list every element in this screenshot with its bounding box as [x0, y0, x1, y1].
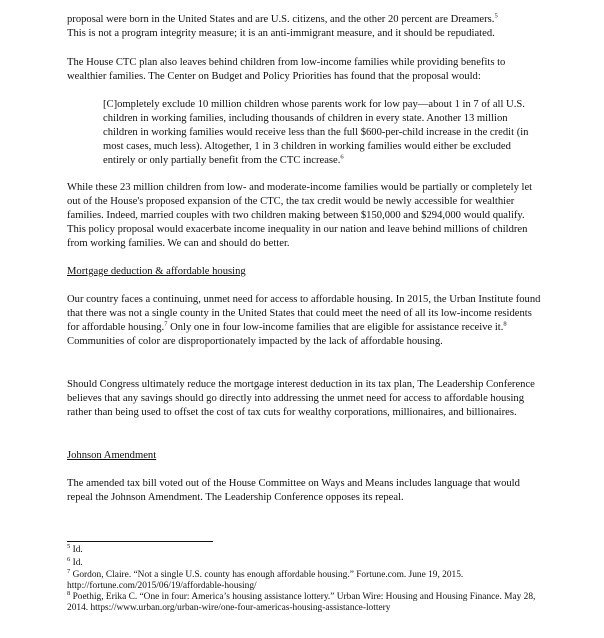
footnote-divider — [67, 541, 213, 542]
footnote-ref-6[interactable]: 6 — [340, 153, 344, 161]
footnote-text: Id. — [70, 558, 83, 568]
footnote-ref-8[interactable]: 8 — [503, 320, 507, 328]
footnote-ref-5[interactable]: 5 — [494, 12, 498, 20]
quote-text: [C]ompletely exclude 10 million children whose parents work for low pay—about 1 in 7 of all U.S. children in working families, including thousands of children in every state. Another 13 million children in working families would receive less than the full $600-per-child increase in the credit (in most cases, much less). Altogether, 1 in 3 children in working families would either be excluded entirely or only partially benefit from the CTC increase. — [103, 99, 529, 166]
housing-text-1: Our country faces a continuing, unmet need for access to affordable housing. In 2015, the Urban Institute found that there was not a single county in the United States that could meet the need of all its low-income residents for affordable housing. — [67, 294, 541, 333]
footnote-number: 7 — [67, 567, 71, 575]
footnote-6 — [67, 555, 545, 569]
paragraph-dreamers — [67, 13, 545, 41]
housing-text-2: Only one in four low-income families that are eligible for assistance receive it. — [167, 322, 504, 333]
footnote-5 — [67, 542, 545, 556]
footnote-number: 8 — [67, 589, 71, 597]
footnote-7 — [67, 567, 545, 592]
footnote-text: Id. — [70, 545, 83, 555]
heading-mortgage-deduction: Mortgage deduction & affordable housing — [67, 266, 246, 277]
footnote-ref-7[interactable]: 7 — [164, 320, 168, 328]
footnote-number: 5 — [67, 542, 71, 550]
footnote-number: 6 — [67, 555, 71, 563]
paragraph-affordable-housing — [67, 293, 545, 349]
footnote-text-with-link[interactable]: Poethig, Erika C. “One in four: America’s housing assistance lottery.” Urban Wire: Housing and Housing Finance. May 28, 2014. https://www.urban.org/urban-wire/one-four-americas-housing-assistance-lottery — [67, 592, 536, 614]
footnote-8 — [67, 589, 545, 614]
paragraph-congress-mortgage: Should Congress ultimately reduce the mortgage interest deduction in its tax plan, The Leadership Conference believes that any savings should go directly into addressing the unmet need for access to affordable housing rather than being used to offset the cost of tax cuts for wealthy corporations, millionaires, and billionaires. — [67, 379, 535, 418]
paragraph-ctc-plan: The House CTC plan also leaves behind children from low-income families while providing benefits to wealthier families. The Center on Budget and Policy Priorities has found that the proposal would: — [67, 57, 506, 82]
heading-johnson-amendment: Johnson Amendment — [67, 450, 157, 461]
block-quote-cbpp — [103, 98, 539, 168]
housing-text-3: Communities of color are disproportionately impacted by the lack of affordable housing. — [67, 336, 443, 347]
footnote-text-with-link[interactable]: Gordon, Claire. “Not a single U.S. county has enough affordable housing.” Fortune.com. June 19, 2015. http://fortune.com/2015/06/19/affordable-housing/ — [67, 570, 464, 592]
paragraph-johnson-amendment: The amended tax bill voted out of the House Committee on Ways and Means includes language that would repeal the Johnson Amendment. The Leadership Conference opposes its repeal. — [67, 478, 520, 503]
dreamers-line-1: proposal were born in the United States and are U.S. citizens, and the other 20 percent are Dreamers. — [67, 14, 495, 25]
dreamers-line-2: This is not a program integrity measure; it is an anti-immigrant measure, and it should be repudiated. — [67, 28, 495, 39]
paragraph-23-million: While these 23 million children from low- and moderate-income families would be partially or completely let out of the House's proposed expansion of the CTC, the tax credit would be newly accessible for wealthier families. Indeed, married couples with two children making between $150,000 and $294,000 would qualify. This policy proposal would exacerbate income inequality in our nation and leave behind millions of children from working families. We can and should do better. — [67, 182, 533, 249]
